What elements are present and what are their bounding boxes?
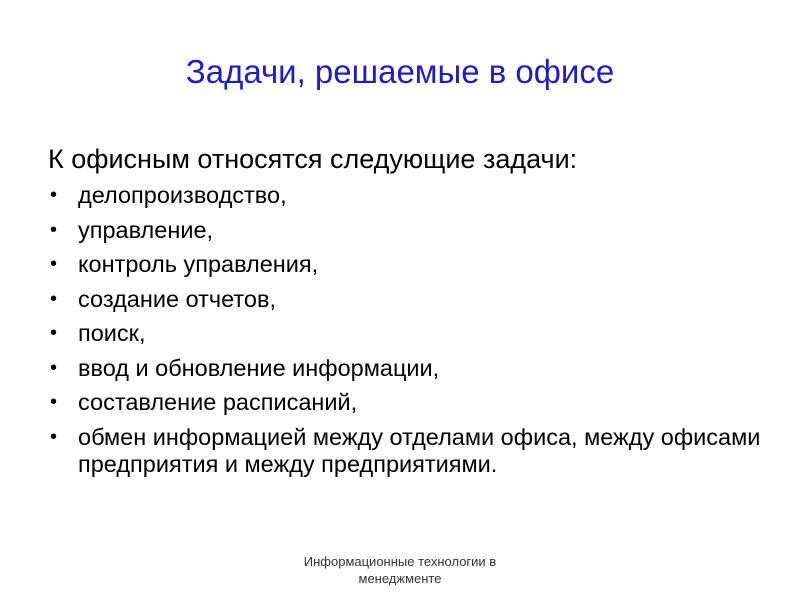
list-item xyxy=(48,424,768,478)
list-item-text: ввод и обновление информации, xyxy=(78,354,440,381)
list-item-text: обмен информацией между отделами офиса, между офисами предприятия и между предприятиями. xyxy=(78,423,761,477)
list-item xyxy=(48,251,768,278)
list-item-text: управление, xyxy=(78,216,214,243)
task-list xyxy=(48,182,768,485)
bullet-icon: • xyxy=(50,322,58,344)
bullet-icon: • xyxy=(50,425,58,448)
bullet-icon: • xyxy=(50,287,58,310)
list-item xyxy=(48,182,768,209)
footer-line: Информационные технологии в xyxy=(303,554,497,569)
list-item-text: контроль управления, xyxy=(78,251,319,277)
list-item xyxy=(48,355,768,382)
slide-intro: К офисным относятся следующие задачи: xyxy=(48,144,578,174)
list-item-text: создание отчетов, xyxy=(78,285,276,312)
list-item xyxy=(48,217,768,244)
list-item-text: делопроизводство, xyxy=(78,182,287,208)
list-item-text: поиск, xyxy=(78,320,146,346)
bullet-icon: • xyxy=(50,391,58,413)
list-item xyxy=(48,286,768,313)
bullet-icon: • xyxy=(50,356,58,379)
footer-line: менеджменте xyxy=(358,571,442,586)
slide-title: Задачи, решаемые в офисе xyxy=(185,53,615,90)
list-item xyxy=(48,320,768,347)
bullet-icon: • xyxy=(50,218,58,241)
list-item-text: составление расписаний, xyxy=(78,389,358,415)
bullet-icon: • xyxy=(50,253,58,275)
slide-footer xyxy=(240,553,560,587)
list-item xyxy=(48,389,768,416)
bullet-icon: • xyxy=(50,184,58,206)
